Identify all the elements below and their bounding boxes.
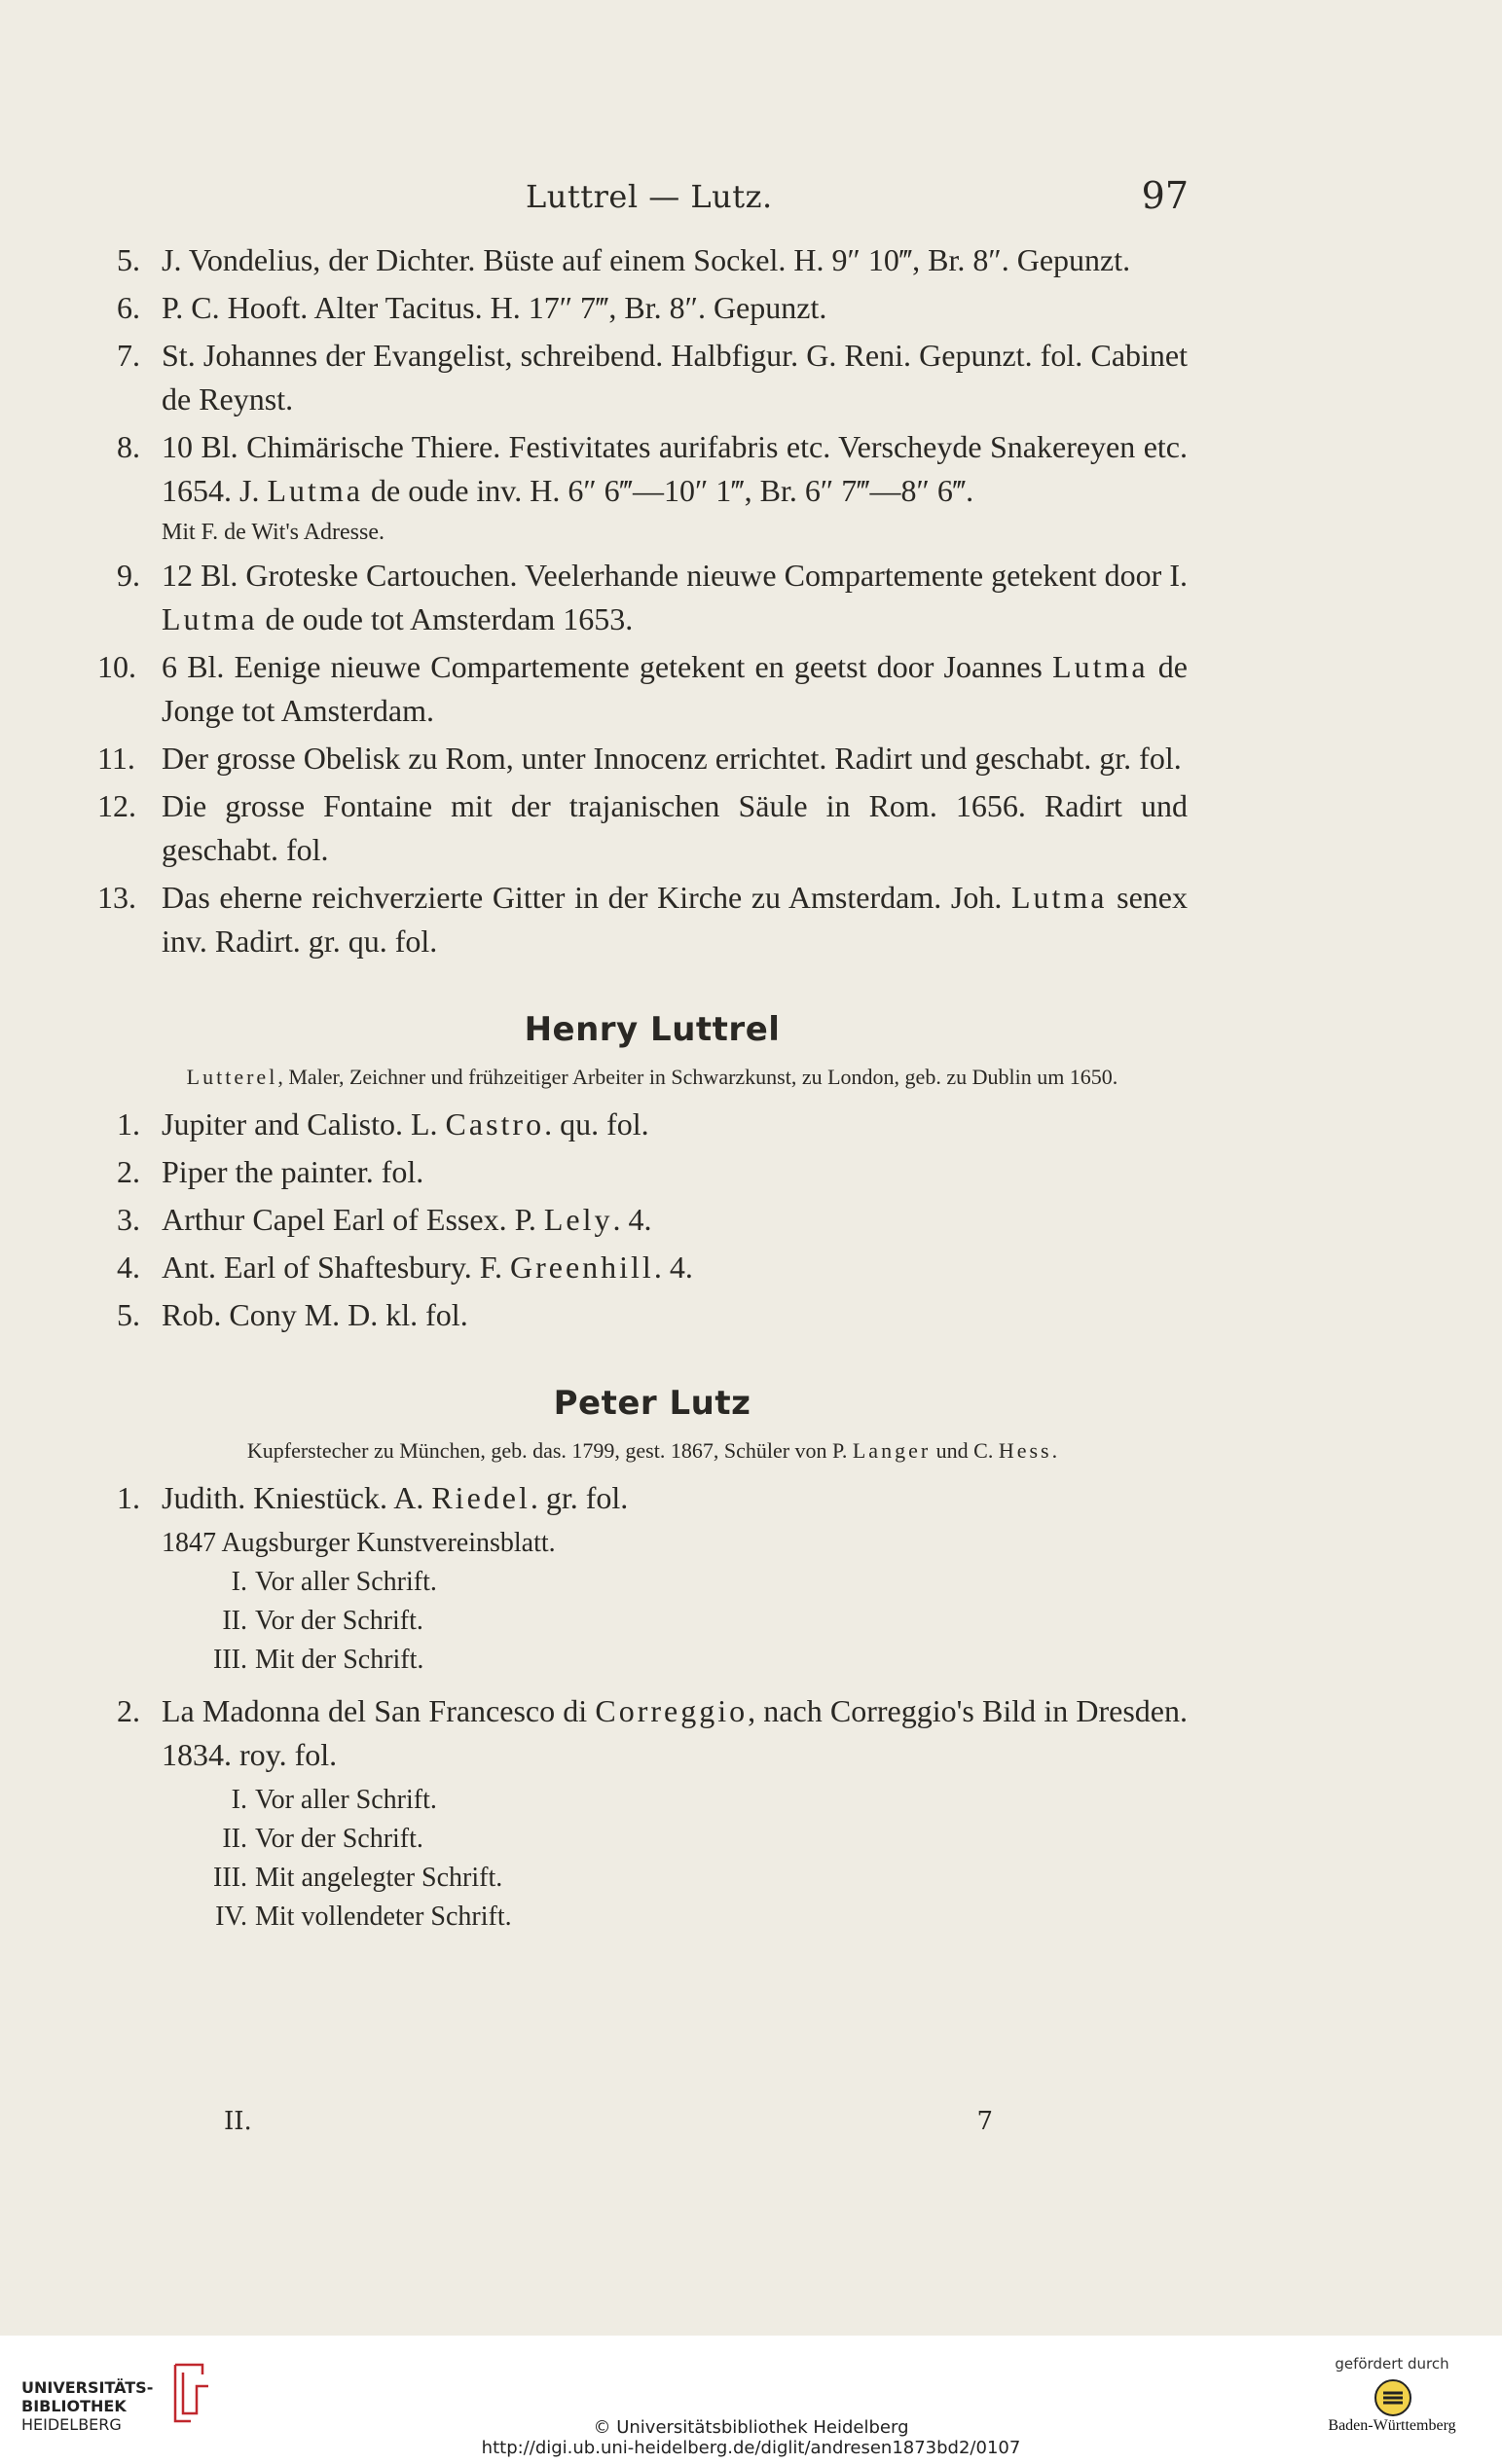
- source-url-link[interactable]: http://digi.ub.uni-heidelberg.de/diglit/andresen1873bd2/0107: [481, 2438, 1021, 2458]
- artist-description: Lutterel, Maler, Zeichner und frühzeitiger Arbeiter in Schwarzkunst, zu London, geb. zu Dublin um 1650.: [186, 1065, 1118, 1089]
- state-item: III. Mit der Schrift.: [213, 1645, 424, 1675]
- footer-bar: [0, 2336, 1502, 2464]
- catalogue-entry: 10. 6 Bl. Eenige nieuwe Compartemente getekent en geetst door Joannes Lutma de Jonge tot Amsterdam.: [97, 649, 1189, 728]
- catalogue-entry: 13. Das eherne reichverzierte Gitter in der Kirche zu Amsterdam. Joh. Lutma senex inv. Radirt. gr. qu. fol.: [97, 880, 1189, 959]
- state-list: [117, 1781, 1188, 1937]
- copyright-notice: © Universitätsbibliothek Heidelberg: [593, 2417, 909, 2438]
- catalogue-entry: 2. La Madonna del San Francesco di Correggio, nach Correggio's Bild in Dresden. 1834. roy. fol.: [117, 1693, 1189, 1772]
- catalogue-entry: 5. Rob. Cony M. D. kl. fol.: [117, 1297, 468, 1332]
- entry-subline: 1847 Augsburger Kunstvereinsblatt.: [162, 1528, 556, 1558]
- page-header: [0, 174, 1502, 227]
- page-number: 97: [1141, 174, 1189, 217]
- catalogue-entry: 4. Ant. Earl of Shaftesbury. F. Greenhill. 4.: [117, 1250, 693, 1285]
- state-item: IV. Mit vollendeter Schrift.: [215, 1902, 512, 1932]
- catalogue-entry: 11. Der grosse Obelisk zu Rom, unter Innocenz errichtet. Radirt und geschabt. gr. fol.: [97, 741, 1182, 776]
- library-mark-icon: [164, 2357, 212, 2425]
- state-seal-icon: [1374, 2378, 1412, 2417]
- catalogue-entry: 1. Jupiter and Calisto. L. Castro. qu. fol.: [117, 1106, 649, 1141]
- signature-line: [224, 2107, 993, 2136]
- state-item: II. Vor der Schrift.: [222, 1606, 423, 1636]
- catalogue-entry: 1. Judith. Kniestück. A. Riedel. gr. fol.: [117, 1480, 629, 1515]
- volume-mark: II.: [224, 2107, 252, 2136]
- funder-name: Baden-Württemberg: [1328, 2417, 1456, 2434]
- catalogue-entry: 5. J. Vondelius, der Dichter. Büste auf einem Sockel. H. 9″ 10‴, Br. 8″. Gepunzt.: [117, 242, 1131, 277]
- library-logo[interactable]: UNIVERSITÄTS- BIBLIOTHEK HEIDELBERG: [21, 2353, 216, 2460]
- catalogue-entry: 8. 10 Bl. Chimärische Thiere. Festivitates aurifabris etc. Verscheyde Snakereyen etc. 1654. J. Lutma de oude inv. H. 6″ 6‴—10″ 1‴, Br. 6″ 7‴—8″ 6‴. Mit F. de Wit's Adresse.: [117, 425, 1188, 550]
- funder-block: [1300, 2355, 1484, 2435]
- catalogue-entry: 7. St. Johannes der Evangelist, schreibend. Halbfigur. G. Reni. Gepunzt. fol. Cabinet de Reynst.: [117, 338, 1188, 417]
- catalogue-entry: 12. Die grosse Fontaine mit der trajanischen Säule in Rom. 1656. Radirt und geschabt. fol.: [97, 788, 1188, 867]
- state-item: III. Mit angelegter Schrift.: [213, 1863, 503, 1893]
- state-item: II. Vor der Schrift.: [222, 1824, 423, 1854]
- entry-note: Mit F. de Wit's Adresse.: [162, 520, 385, 545]
- state-list: [117, 1563, 1188, 1680]
- sheet-signature: 7: [976, 2107, 993, 2136]
- funded-label: gefördert durch: [1335, 2355, 1449, 2373]
- artist-description: Kupferstecher zu München, geb. das. 1799, gest. 1867, Schüler von P. Langer und C. Hess.: [246, 1438, 1058, 1463]
- catalogue-entry: 2. Piper the painter. fol.: [117, 1154, 424, 1189]
- section-heading-luttrel: Henry Luttrel: [524, 1010, 781, 1049]
- running-title: Luttrel — Lutz.: [526, 178, 773, 215]
- catalogue-text: [97, 238, 1189, 1937]
- state-item: I. Vor aller Schrift.: [231, 1567, 437, 1597]
- catalogue-entry: 6. P. C. Hooft. Alter Tacitus. H. 17″ 7‴, Br. 8″. Gepunzt.: [117, 290, 827, 325]
- catalogue-entry: 3. Arthur Capel Earl of Essex. P. Lely. 4.: [117, 1202, 652, 1237]
- section-heading-lutz: Peter Lutz: [553, 1384, 751, 1423]
- catalogue-entry: 9. 12 Bl. Groteske Cartouchen. Veelerhande nieuwe Compartemente getekent door I. Lutma de oude tot Amsterdam 1653.: [117, 558, 1188, 636]
- state-item: I. Vor aller Schrift.: [231, 1785, 437, 1815]
